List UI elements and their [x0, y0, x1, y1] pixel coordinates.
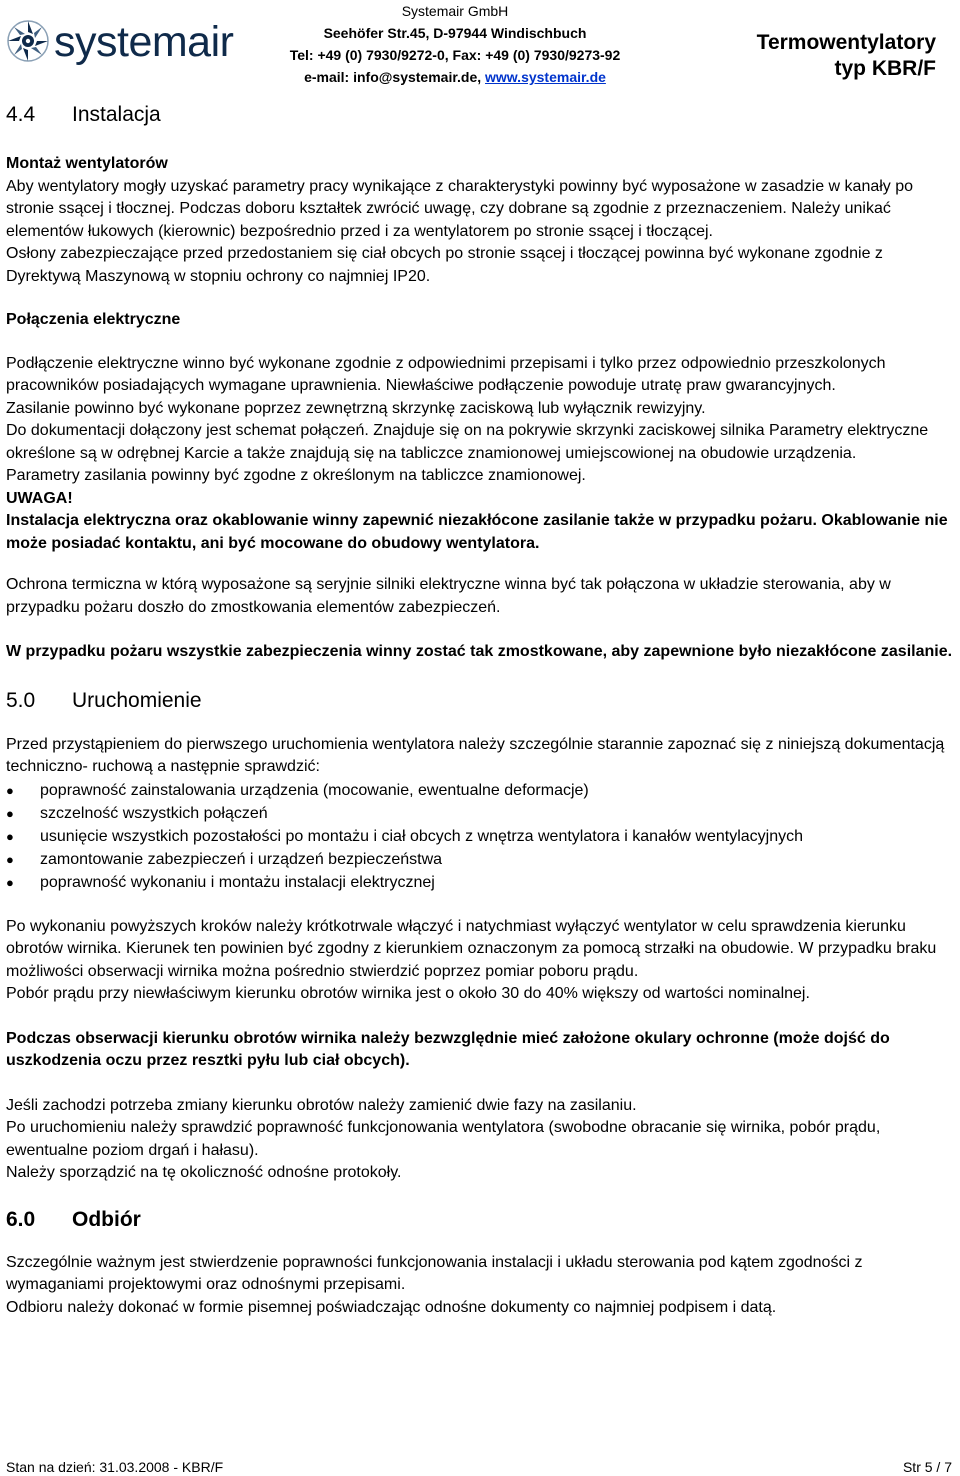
section-number: 4.4: [6, 103, 36, 126]
section-number: 5.0: [6, 688, 36, 712]
company-contact-block: [255, 0, 655, 88]
section-title: Odbiór: [72, 1207, 141, 1231]
section-number: 6.0: [6, 1207, 36, 1231]
document-body: [6, 96, 956, 1319]
section-heading-6-0: [6, 1207, 956, 1233]
section-heading-4-4: [6, 102, 956, 128]
mount-paragraph-2: Osłony zabezpieczające przed przedostaniem się ciał obcych po stronie ssącej i tłoczącej powinna być wykonane zgodnie z Dyrektywą Maszynową w stopniu ochrony co najmniej IP20.: [6, 245, 883, 285]
list-item: ● poprawność wykonaniu i montażu instalacji elektrycznej: [6, 871, 956, 894]
page-footer: [6, 1458, 952, 1476]
company-address: Seehöfer Str.45, D-97944 Windischbuch: [323, 25, 587, 41]
logo-wordmark: systemair: [54, 18, 234, 66]
company-email-line: [255, 66, 655, 88]
systemair-logo: [4, 14, 236, 74]
product-title-line2: typ KBR/F: [834, 57, 936, 80]
product-title: [757, 30, 936, 82]
acceptance-paragraph-2: Odbioru należy dokonać w formie pisemnej poświadczając odnośne dokumenty co najmniej podpisem i datą.: [6, 1298, 777, 1316]
section-title: Uruchomienie: [72, 688, 202, 712]
electrical-paragraph-3: Do dokumentacji dołączony jest schemat połączeń. Znajduje się on na pokrywie skrzynki zaciskowej silnika Parametry elektryczne określone są w odrębnej Karcie a także znajdują się na tabliczce znamionowej umiejscowionej na obudowie urządzenia.: [6, 422, 929, 462]
product-title-line1: Termowentylatory: [756, 31, 936, 54]
warning-text: Instalacja elektryczna oraz okablowanie winny zapewnić niezakłócone zasilanie także w przypadku pożaru. Okablowanie nie może posiadać kontaktu, ani być mocowane do obudowy wentylatora.: [6, 512, 948, 552]
phase-swap-paragraph: Jeśli zachodzi potrzeba zmiany kierunku obrotów należy zamienić dwie fazy na zasilaniu.: [6, 1096, 637, 1114]
current-draw-paragraph: Pobór prądu przy niewłaściwym kierunku obrotów wirnika jest o około 30 do 40% większy od wartości nominalnej.: [6, 985, 810, 1002]
acceptance-paragraph-1: Szczególnie ważnym jest stwierdzenie poprawności funkcjonowania instalacji i układu sterowania pod kątem zgodności z wymaganiami projektowymi oraz odnośnymi przepisami.: [6, 1253, 863, 1293]
electrical-heading: Połączenia elektryczne: [6, 311, 181, 328]
section-title: Instalacja: [72, 103, 161, 126]
startup-checklist: [6, 779, 956, 894]
startup-intro: Przed przystąpieniem do pierwszego uruchomienia wentylatora należy szczególnie starannie zapoznać się z niniejszą dokumentacją techniczno- ruchową a następnie sprawdzić:: [6, 735, 945, 775]
rotation-check-paragraph: Po wykonaniu powyższych kroków należy krótkotrwale włączyć i natychmiast wyłączyć wentylator w celu sprawdzenia kierunku obrotów wirnika. Kierunek ten powinien być zgodny z kierunkiem oznaczonym za pomocą strzałki na obudowie. W przypadku braku możliwości obserwacji wirnika można pośrednio stwierdzić poprzez pomiar poboru prądu.: [6, 917, 937, 980]
fire-bridging-paragraph: W przypadku pożaru wszystkie zabezpieczenia winny zostać tak zmostkowane, aby zapewnione było niezakłócone zasilanie.: [6, 643, 953, 660]
warning-label: UWAGA!: [6, 489, 73, 507]
electrical-paragraph-2: Zasilanie powinno być wykonane poprzez zewnętrzną skrzynkę zaciskową lub wyłącznik rewizyjny.: [6, 399, 706, 417]
footer-date: Stan na dzień: 31.03.2008 - KBR/F: [6, 1459, 224, 1475]
list-item: ● poprawność zainstalowania urządzenia (mocowanie, ewentualne deformacje): [6, 779, 956, 802]
electrical-paragraph-1: Podłączenie elektryczne winno być wykonane zgodnie z odpowiednimi przepisami i tylko przez odpowiednio przeszkolonych pracowników posiadających wymagane uprawnienia. Niewłaściwe podłączenie powoduje utratę praw gwarancyjnych.: [6, 354, 886, 394]
list-item: ● zamontowanie zabezpieczeń i urządzeń bezpieczeństwa: [6, 848, 956, 871]
list-item: ● szczelność wszystkich połączeń: [6, 802, 956, 825]
electrical-paragraph-4: Parametry zasilania powinny być zgodne z określonym na tabliczce znamionowej.: [6, 467, 586, 484]
list-item: ● usunięcie wszystkich pozostałości po montażu i ciał obcych z wnętrza wentylatora i kanałów wentylacyjnych: [6, 825, 956, 848]
mount-heading: Montaż wentylatorów: [6, 155, 168, 172]
mount-paragraph-1: Aby wentylatory mogły uzyskać parametry pracy wynikające z charakterystyki powinny być wyposażone w zasadzie w kanały po stronie ssącej i tłocznej. Podczas doboru kształtek zwrócić uwagę, czy dobrane są zgodnie z przeznaczeniem. Należy unikać elementów łukowych (kierownic) bezpośrednio przed i za wentylatorem po stronie ssącej i tłoczącej.: [6, 177, 914, 240]
thermal-protection-paragraph: Ochrona termiczna w którą wyposażone są seryjnie silniki elektryczne winna być tak połączona w układzie sterowania, aby w przypadku pożaru doszło do zmostkowania elementów zabezpieczeń.: [6, 576, 891, 616]
goggles-warning-paragraph: Podczas obserwacji kierunku obrotów wirnika należy bezwzględnie mieć założone okulary ochronne (może dojść do uszkodzenia oczu przez resztki pyłu lub ciał obcych).: [6, 1029, 890, 1069]
section-heading-5-0: [6, 688, 956, 714]
post-start-check-paragraph: Po uruchomieniu należy sprawdzić poprawność funkcjonowania wentylatora (swobodne obracanie się wirnika, pobór prądu, ewentualne poziom drgań i hałasu).: [6, 1119, 881, 1159]
company-email[interactable]: e-mail: info@systemair.de,: [304, 69, 482, 85]
page-number: Str 5 / 7: [902, 1459, 952, 1475]
protocol-paragraph: Należy sporządzić na tę okoliczność odnośne protokoły.: [6, 1164, 402, 1181]
company-name: Systemair GmbH: [401, 3, 509, 19]
company-phone-fax: Tel: +49 (0) 7930/9272-0, Fax: +49 (0) 7930/9273-92: [289, 47, 621, 63]
systemair-logo-icon: [4, 14, 52, 68]
company-website-link[interactable]: www.systemair.de: [485, 69, 606, 85]
